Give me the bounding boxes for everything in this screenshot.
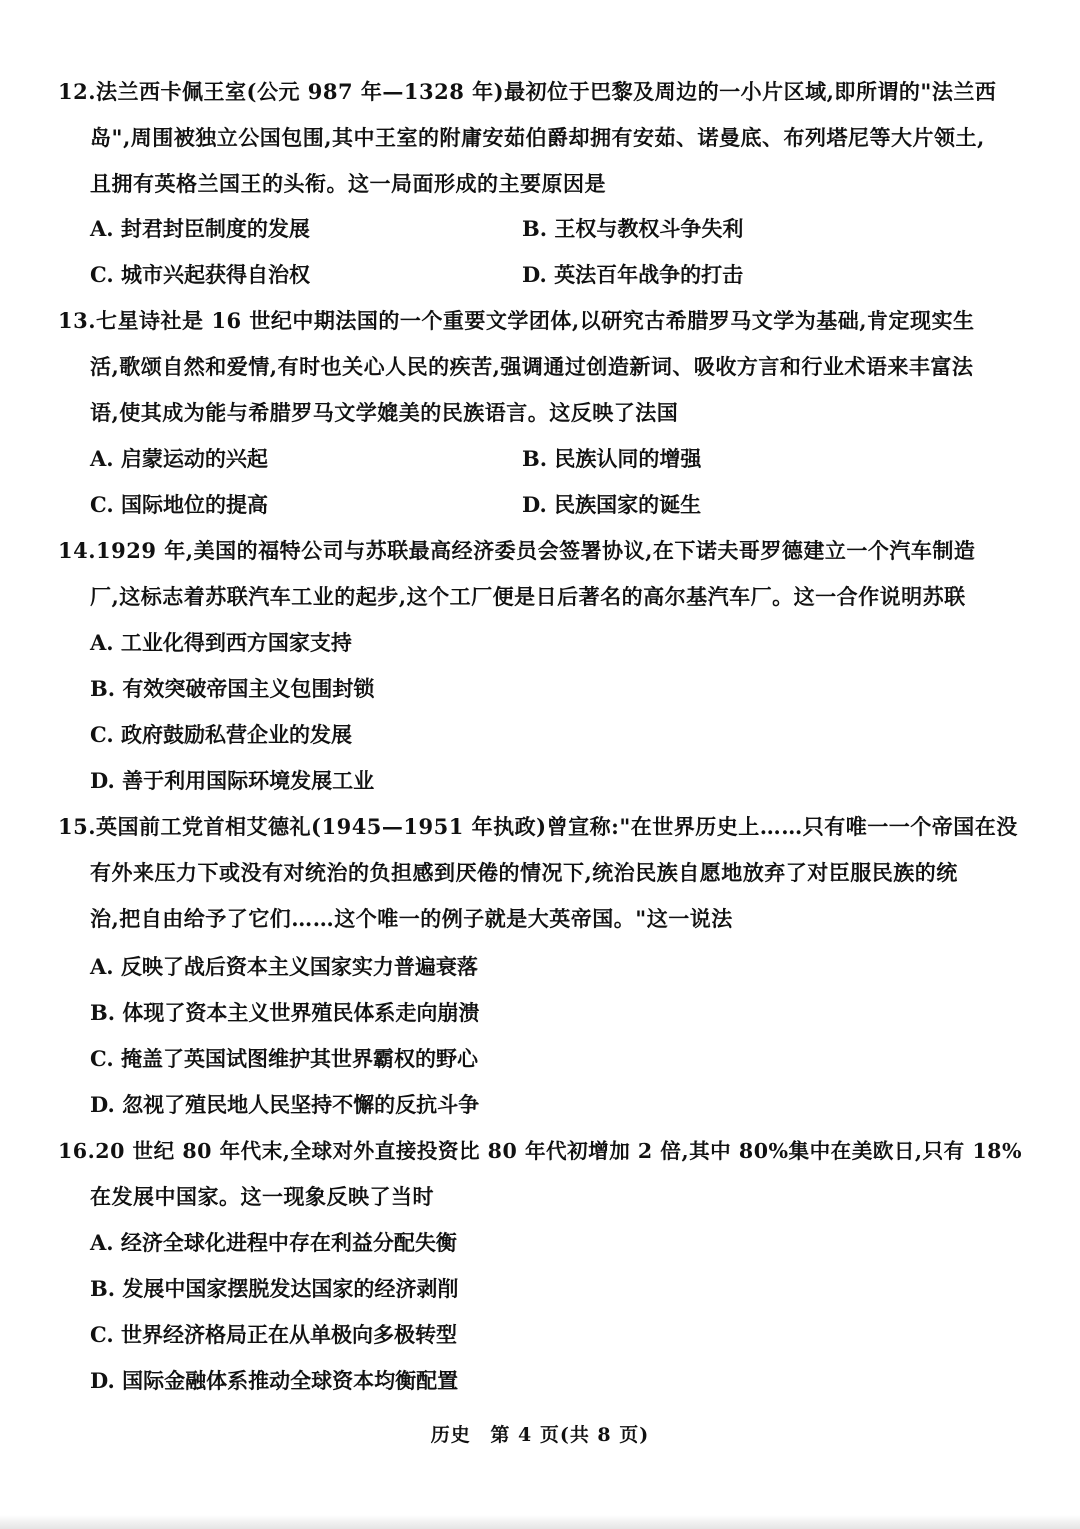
- question-16-line-1: 16.20 世纪 80 年代末,全球对外直接投资比 80 年代初增加 2 倍,其中 80%集中在美欧日,只有 18%: [58, 1139, 1023, 1163]
- question-13-option-b: B. 民族认同的增强: [522, 446, 702, 471]
- question-15-line-2: 有外来压力下或没有对统治的负担感到厌倦的情况下,统治民族自愿地放弃了对臣服民族的统: [90, 860, 958, 885]
- question-14-option-b: B. 有效突破帝国主义包围封锁: [90, 676, 375, 701]
- question-12-option-a: A. 封君封臣制度的发展: [90, 216, 310, 241]
- question-12-option-b: B. 王权与教权斗争失利: [522, 216, 744, 241]
- question-14-option-c: C. 政府鼓励私营企业的发展: [90, 722, 352, 747]
- question-13-line-3: 语,使其成为能与希腊罗马文学媲美的民族语言。这反映了法国: [90, 400, 679, 425]
- question-16-option-b: B. 发展中国家摆脱发达国家的经济剥削: [90, 1276, 459, 1301]
- question-15-line-1: 15.英国前工党首相艾德礼(1945—1951 年执政)曾宣称:"在世界历史上……只有唯一一个帝国在没: [58, 814, 1018, 839]
- question-15-option-a: A. 反映了战后资本主义国家实力普遍衰落: [90, 954, 478, 979]
- question-13-line-1: 13.七星诗社是 16 世纪中期法国的一个重要文学团体,以研究古希腊罗马文学为基础,肯定现实生: [58, 308, 975, 333]
- question-16-option-a: A. 经济全球化进程中存在利益分配失衡: [90, 1230, 457, 1255]
- question-13-line-2: 活,歌颂自然和爱情,有时也关心人民的疾苦,强调通过创造新词、吸收方言和行业术语来丰富法: [90, 354, 974, 379]
- question-12-option-c: C. 城市兴起获得自治权: [90, 262, 310, 287]
- question-15-option-d: D. 忽视了殖民地人民坚持不懈的反抗斗争: [90, 1092, 480, 1117]
- scan-bottom-edge: [0, 1515, 1080, 1529]
- question-16-option-c: C. 世界经济格局正在从单极向多极转型: [90, 1322, 457, 1347]
- question-13-option-c: C. 国际地位的提高: [90, 492, 268, 517]
- question-15-option-b: B. 体现了资本主义世界殖民体系走向崩溃: [90, 1000, 480, 1025]
- question-14-line-2: 厂,这标志着苏联汽车工业的起步,这个工厂便是日后著名的高尔基汽车厂。这一合作说明苏联: [90, 584, 966, 609]
- question-16-option-d: D. 国际金融体系推动全球资本均衡配置: [90, 1368, 459, 1393]
- footer-page-number: 第 4 页(共 8 页): [490, 1424, 650, 1446]
- question-16-line-2: 在发展中国家。这一现象反映了当时: [90, 1184, 434, 1209]
- question-13-option-d: D. 民族国家的诞生: [522, 492, 702, 517]
- question-12-line-1: 12.法兰西卡佩王室(公元 987 年—1328 年)最初位于巴黎及周边的一小片区域,即所谓的"法兰西: [58, 79, 997, 104]
- question-12-line-3: 且拥有英格兰国王的头衔。这一局面形成的主要原因是: [90, 171, 606, 196]
- question-14-line-1: 14.1929 年,美国的福特公司与苏联最高经济委员会签署协议,在下诺夫哥罗德建立一个汽车制造: [58, 538, 976, 563]
- page-footer: [0, 1420, 1080, 1447]
- question-14-option-a: A. 工业化得到西方国家支持: [90, 630, 352, 655]
- question-14-option-d: D. 善于利用国际环境发展工业: [90, 768, 375, 793]
- question-13-option-a: A. 启蒙运动的兴起: [90, 446, 268, 471]
- question-15-option-c: C. 掩盖了英国试图维护其世界霸权的野心: [90, 1046, 478, 1071]
- question-12-option-d: D. 英法百年战争的打击: [522, 262, 744, 287]
- question-15-line-3: 治,把自由给予了它们……这个唯一的例子就是大英帝国。"这一说法: [90, 906, 733, 931]
- footer-subject: 历史: [430, 1424, 471, 1446]
- question-12-line-2: 岛",周围被独立公国包围,其中王室的附庸安茹伯爵却拥有安茹、诺曼底、布列塔尼等大片领土,: [90, 125, 985, 150]
